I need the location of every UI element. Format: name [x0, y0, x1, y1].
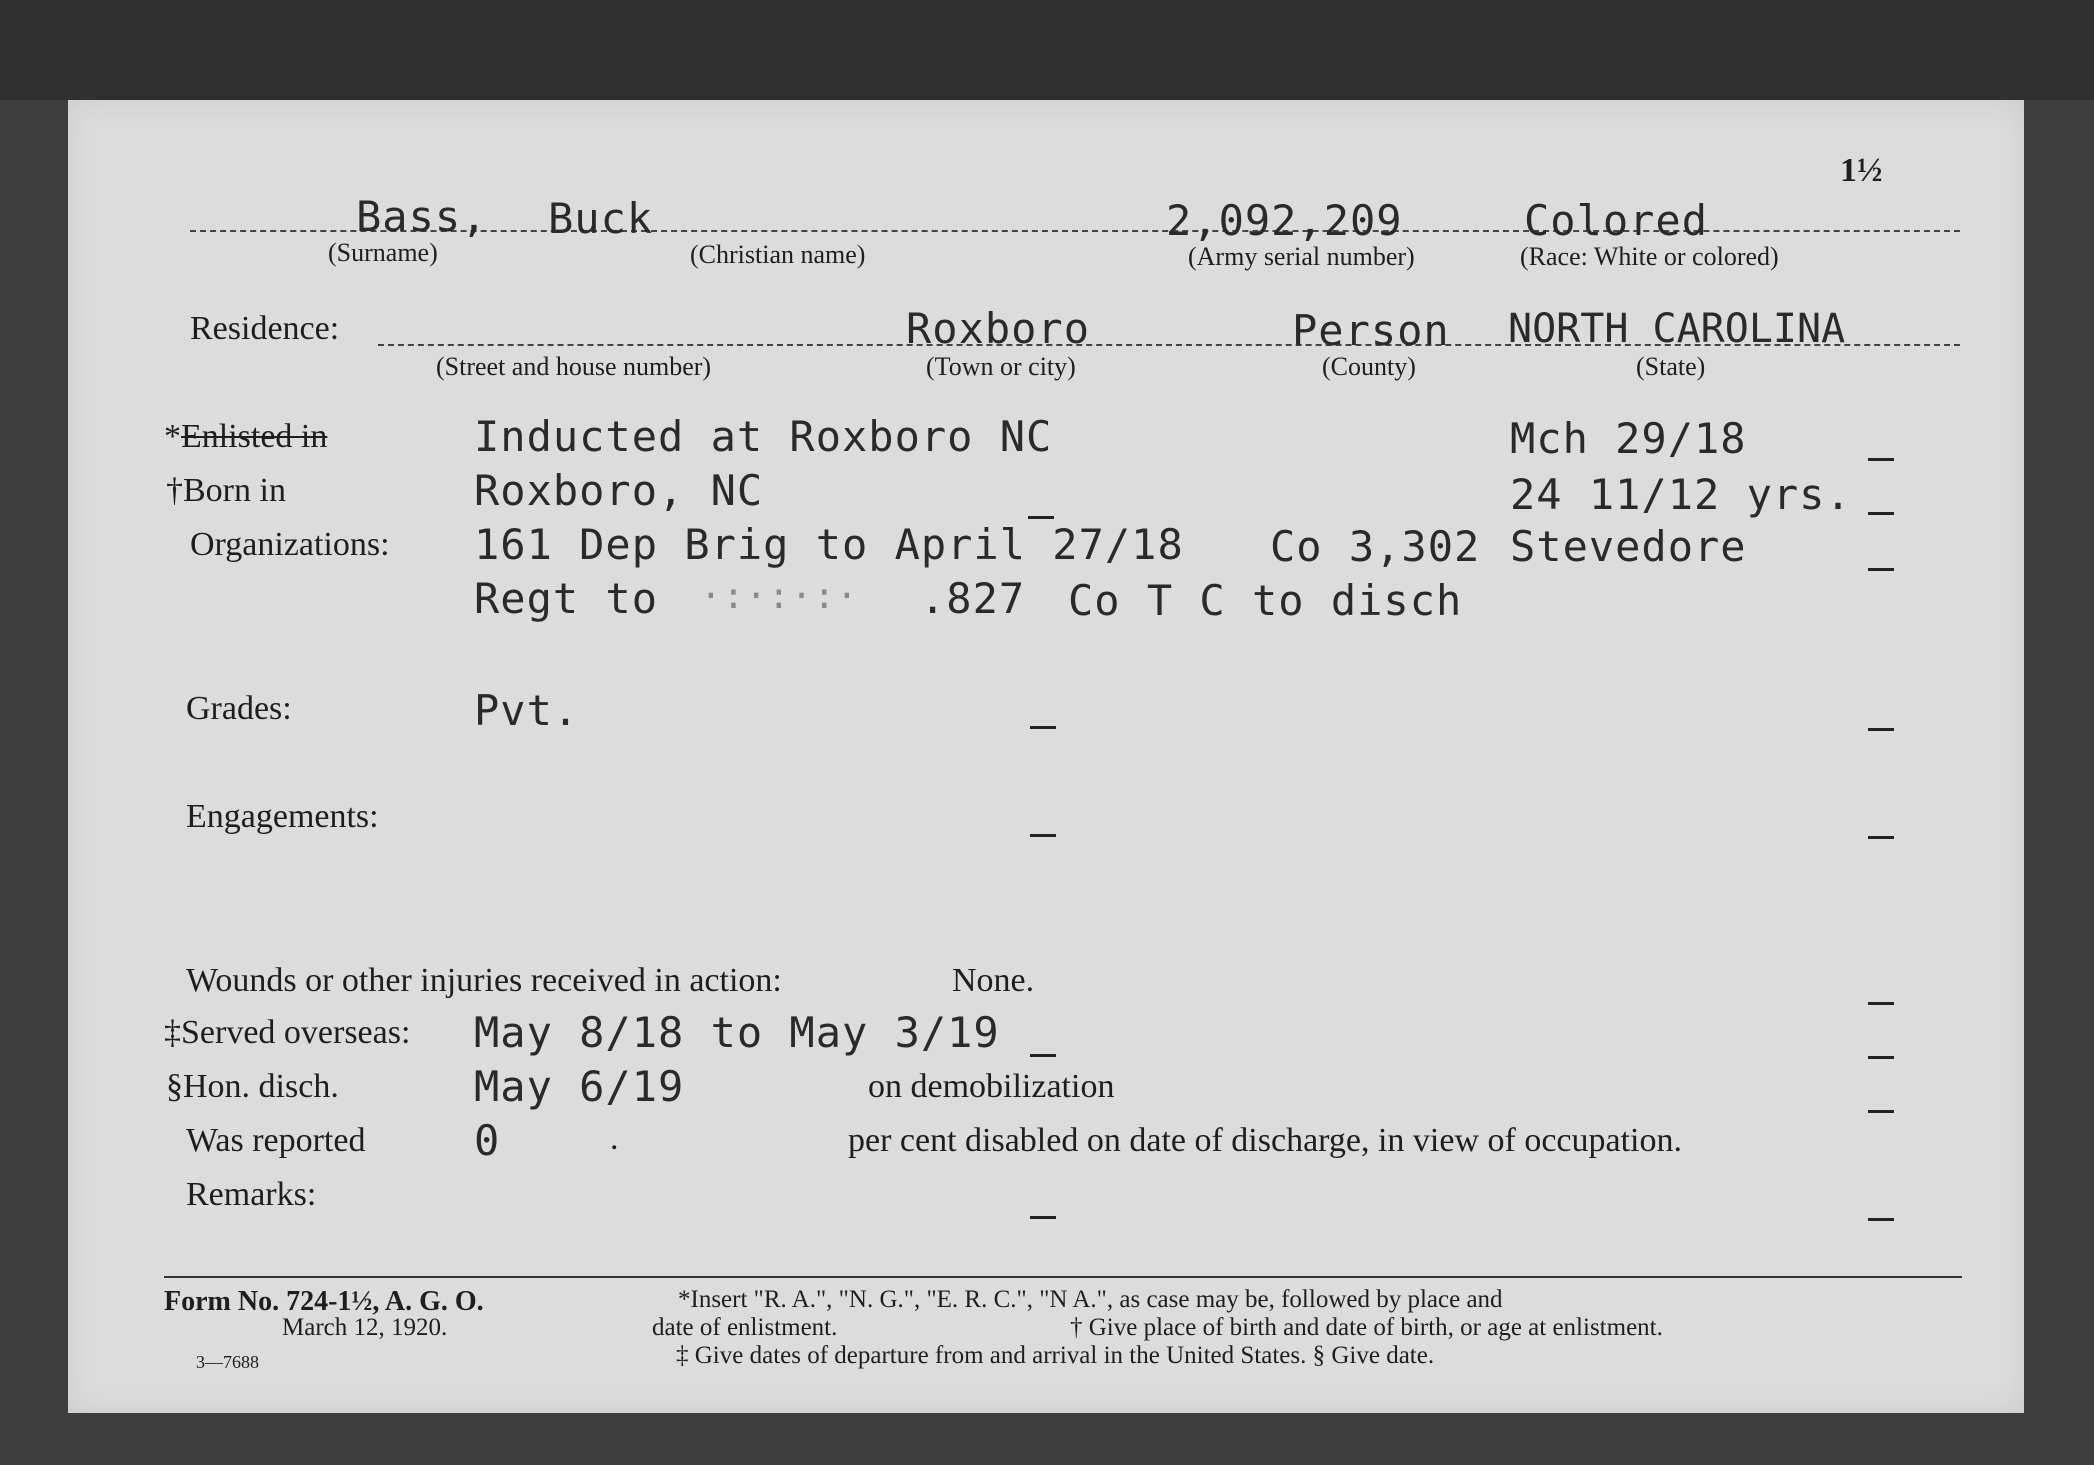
county-value: Person	[1292, 306, 1450, 355]
tick-mark	[1030, 1216, 1056, 1219]
reported-text: per cent disabled on date of discharge, in view of occupation.	[848, 1122, 1682, 1159]
surname-value: Bass,	[356, 192, 488, 241]
race-value: Colored	[1524, 196, 1709, 245]
reported-value: 0	[474, 1116, 501, 1165]
organizations-line-2c: Co T C to disch	[1068, 576, 1463, 625]
service-record-card	[68, 100, 2024, 1413]
enlisted-label	[164, 418, 327, 456]
county-caption: (County)	[1322, 352, 1416, 381]
organizations-label: Organizations:	[190, 526, 390, 563]
form-code: 3—7688	[196, 1352, 259, 1372]
enlisted-asterisk: *	[164, 418, 181, 455]
form-number: Form No. 724-1½, A. G. O.	[164, 1286, 484, 1317]
organizations-line-2b: .827	[920, 574, 1026, 623]
wounds-value: None.	[952, 962, 1035, 999]
overseas-label: ‡Served overseas:	[164, 1014, 411, 1051]
tick-mark	[1868, 728, 1894, 731]
born-value: Roxboro, NC	[474, 466, 764, 515]
state-value: NORTH CAROLINA	[1508, 306, 1846, 352]
wounds-label: Wounds or other injuries received in action:	[186, 962, 782, 999]
footer-note-1: *Insert "R. A.", "N. G.", "E. R. C.", "N A.", as case may be, followed by place and	[678, 1286, 1503, 1313]
enlisted-value: Inducted at Roxboro NC	[474, 412, 1053, 461]
tick-mark	[1030, 726, 1056, 729]
residence-label: Residence:	[190, 310, 340, 347]
tick-mark	[1028, 516, 1054, 519]
footer-note-2a: date of enlistment.	[652, 1314, 838, 1341]
serial-number-value: 2,092,209	[1166, 196, 1403, 245]
tick-mark	[1868, 1110, 1894, 1113]
tick-mark	[1868, 568, 1894, 571]
tick-mark	[1868, 458, 1894, 461]
organizations-smudge: ·:·:·:·	[700, 576, 859, 617]
grades-label: Grades:	[186, 690, 292, 727]
overseas-value: May 8/18 to May 3/19	[474, 1008, 1000, 1057]
footer-note-2b: † Give place of birth and date of birth, or age at enlistment.	[1070, 1314, 1663, 1341]
remarks-label: Remarks:	[186, 1176, 317, 1213]
card-number: 1½	[1840, 152, 1883, 189]
tick-mark	[1868, 836, 1894, 839]
tick-mark	[1030, 1054, 1056, 1057]
organizations-line-2a: Regt to	[474, 574, 659, 623]
form-date: March 12, 1920.	[282, 1314, 448, 1341]
discharge-note: on demobilization	[868, 1068, 1115, 1105]
organizations-company: Co 3,302	[1270, 522, 1481, 571]
state-caption: (State)	[1636, 352, 1706, 381]
reported-dot: .	[610, 1120, 619, 1157]
grades-value: Pvt.	[474, 686, 580, 735]
enlisted-date: Mch 29/18	[1510, 414, 1747, 463]
street-caption: (Street and house number)	[436, 352, 712, 381]
born-age: 24 11/12 yrs.	[1510, 470, 1852, 519]
town-value: Roxboro	[906, 304, 1091, 353]
organizations-unit: Stevedore	[1510, 522, 1747, 571]
discharge-value: May 6/19	[474, 1062, 685, 1111]
town-caption: (Town or city)	[926, 352, 1076, 381]
christian-name-caption: (Christian name)	[690, 240, 866, 269]
race-caption: (Race: White or colored)	[1520, 242, 1779, 271]
enlisted-label-text: Enlisted in	[181, 418, 328, 455]
tick-mark	[1868, 1002, 1894, 1005]
born-label: †Born in	[166, 472, 286, 509]
tick-mark	[1030, 834, 1056, 837]
organizations-line-1: 161 Dep Brig to April 27/18	[474, 520, 1184, 569]
tick-mark	[1868, 512, 1894, 515]
christian-name-value: Buck	[548, 194, 654, 243]
reported-label: Was reported	[186, 1122, 366, 1159]
serial-caption: (Army serial number)	[1188, 242, 1415, 271]
discharge-label: §Hon. disch.	[166, 1068, 339, 1105]
footer-note-3: ‡ Give dates of departure from and arrival in the United States. § Give date.	[676, 1342, 1435, 1369]
tick-mark	[1868, 1218, 1894, 1221]
footer-rule	[164, 1276, 1962, 1278]
scan-background	[0, 0, 2094, 100]
engagements-label: Engagements:	[186, 798, 379, 835]
surname-caption: (Surname)	[328, 238, 438, 267]
tick-mark	[1868, 1056, 1894, 1059]
